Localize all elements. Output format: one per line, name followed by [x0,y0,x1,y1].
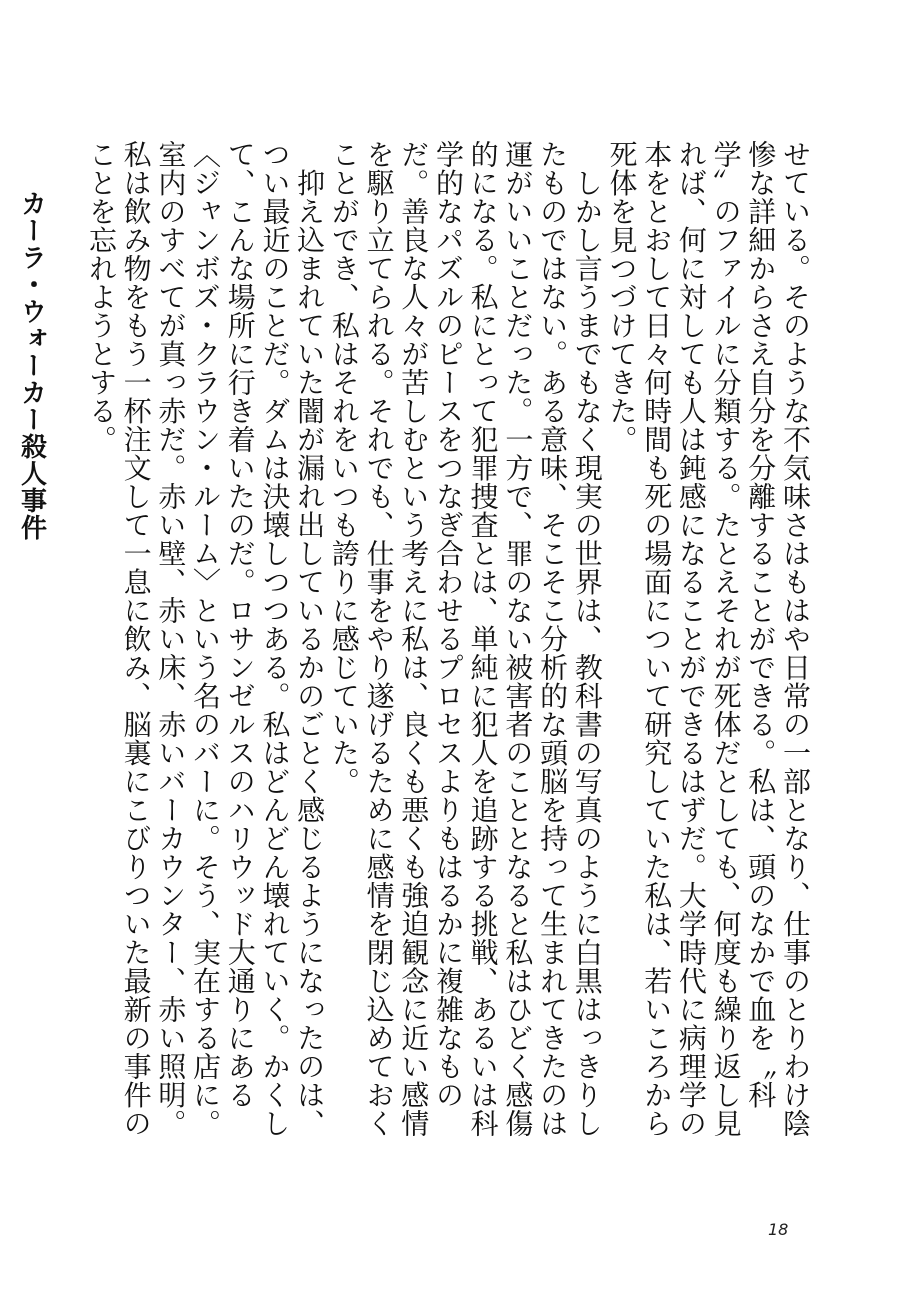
section-heading: カーラ・ウォーカー殺人事件 [16,190,47,541]
body-paragraph-1: せている。そのような不気味さはもはや日常の一部となり、仕事のとりわけ陰惨な詳細からさえ自分を分離することができる。私は、頭のなかで血を〝科学〟のファイルに分類する。たとえそれが死体だとしても、何度も繰り返し見れば、何に対しても人は鈍感になることができるはずだ。大学時代に病理学の本をとおして日々何時間も死の場面について研究していた私は、若いころから死体を見つづけてきた。 [605,140,812,1138]
body-paragraph-3: 抑え込まれていた闇が漏れ出しているかのごとく感じるようになったのは、つい最近のことだ。ダムは決壊しつつある。私はどんどん壊れていく。かくして、こんな場所に行き着いたのだ。ロサンゼルスのハリウッド大通りにある〈ジャンボズ・クラウン・ルーム〉という名のバーに。そう、実在する店に。室内のすべてが真っ赤だ。赤い壁、赤い床、赤いバーカウンター、赤い照明。私は飲み物をもう一杯注文して一息に飲み、脳裏にこびりついた最新の事件のことを忘れようとする。 [84,140,327,1138]
page-number: 18 [768,1220,789,1239]
vertical-text-body [16,140,812,1150]
body-paragraph-2: しかし言うまでもなく現実の世界は、教科書の写真のように白黒はっきりしたものではない。ある意味、そこそこ分析的な頭脳を持って生まれてきたのは運がいいことだった。一方で、罪のない被害者のこととなると私はひどく感傷的になる。私にとって犯罪捜査とは、単純に犯人を追跡する挑戦、あるいは科学的なパズルのピースをつなぎ合わせるプロセスよりもはるかに複雑なものだ。善良な人々が苦しむという考えに私は、良くも悪くも強迫観念に近い感情を駆り立てられる。それでも、仕事をやり遂げるために感情を閉じ込めておくことができ、私はそれをいつも誇りに感じていた。 [327,140,604,1138]
